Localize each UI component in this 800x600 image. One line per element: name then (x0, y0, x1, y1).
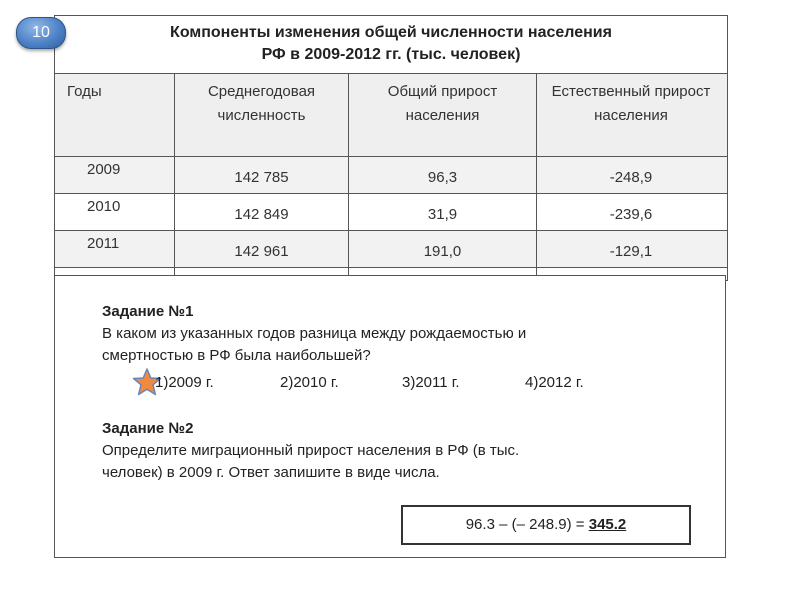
table-header-row (55, 74, 727, 157)
table-row (55, 231, 727, 268)
task2 (102, 418, 702, 484)
table-grid (55, 74, 727, 280)
cell-natural-growth: -248,9 (609, 169, 653, 186)
task1-question-line1: В каком из указанных годов разница между рождаемостью и (102, 325, 527, 342)
cell-total-growth: 31,9 (349, 194, 537, 230)
cell-avg-population: 142 849 (175, 194, 349, 230)
option-2009[interactable]: 1)2009 г. (155, 374, 214, 391)
task1-heading: Задание №1 (102, 303, 194, 320)
header-natural-growth: Естественный прирост населения (551, 83, 711, 124)
slide-number-badge: 10 (16, 17, 66, 49)
cell-total-growth: 96,3 (349, 157, 537, 193)
task2-question-line2: человек) в 2009 г. Ответ запишите в виде числа. (102, 464, 440, 481)
option-2011[interactable]: 3)2011 г. (402, 374, 460, 391)
cell-natural-growth: -239,6 (609, 206, 653, 223)
task1-options (155, 372, 715, 394)
header-avg-population: Среднегодовая численность (175, 74, 349, 156)
table-title (55, 16, 727, 74)
cell-avg-population: 142 961 (175, 231, 349, 267)
cell-total-growth: 191,0 (349, 231, 537, 267)
cell-natural-growth: -129,1 (609, 243, 653, 260)
option-2010[interactable]: 2)2010 г. (280, 374, 339, 391)
option-2012[interactable]: 4)2012 г. (525, 374, 584, 391)
solution-box (401, 505, 691, 545)
cell-year: 2009 (55, 157, 175, 193)
solution-result: 345.2 (588, 516, 627, 533)
task1 (102, 301, 702, 367)
solution-expression: 96.3 – (– 248.9) = (465, 516, 589, 533)
table-row (55, 194, 727, 231)
table-title-line2: РФ в 2009-2012 гг. (тыс. человек) (261, 46, 521, 63)
cell-avg-population: 142 785 (175, 157, 349, 193)
table-title-line1: Компоненты изменения общей численности населения (170, 24, 612, 41)
header-total-growth: Общий прирост населения (349, 74, 537, 156)
task1-question-line2: смертностью в РФ была наибольшей? (102, 347, 371, 364)
cell-year: 2010 (55, 194, 175, 230)
table-row (55, 157, 727, 194)
task2-question-line1: Определите миграционный прирост населения в РФ (в тыс. (102, 442, 520, 459)
tasks-panel (54, 275, 726, 558)
population-table (54, 15, 728, 281)
task2-heading: Задание №2 (102, 420, 194, 437)
cell-year: 2011 (55, 231, 175, 267)
header-years: Годы (55, 74, 175, 156)
